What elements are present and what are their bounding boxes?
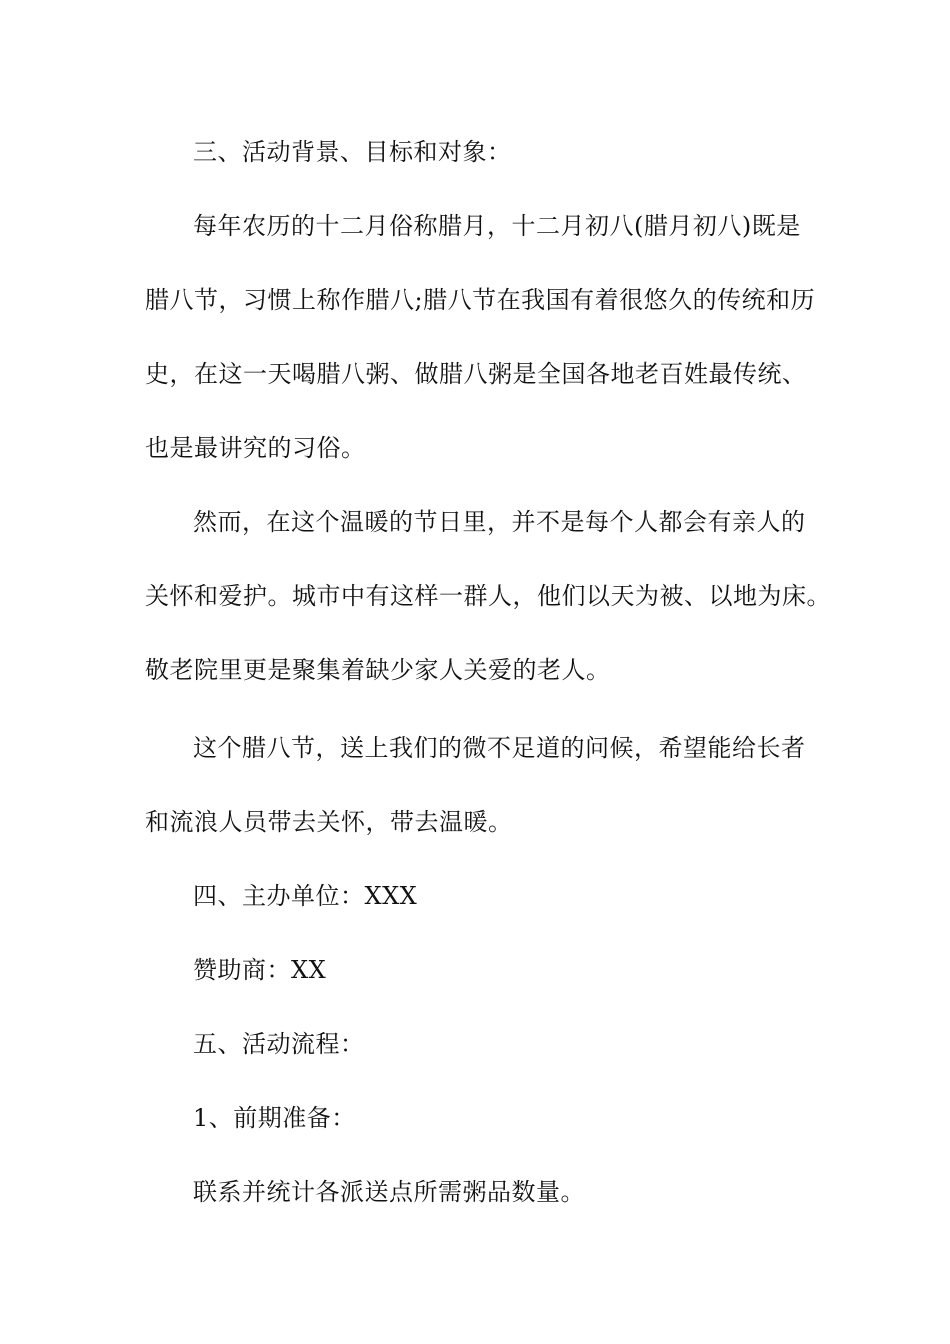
subsection-heading-preparation: 1、前期准备：: [193, 1104, 356, 1132]
section-heading-organizer: 四、主办单位：XXX: [193, 882, 418, 910]
paragraph-line: 然而，在这个温暖的节日里，并不是每个人都会有亲人的: [193, 508, 806, 536]
paragraph-line: 这个腊八节，送上我们的微不足道的问候，希望能给长者: [193, 734, 806, 762]
sponsor-line: 赞助商：XX: [193, 956, 327, 984]
paragraph-line: 敬老院里更是聚集着缺少家人关爱的老人。: [145, 656, 611, 684]
paragraph-line: 也是最讲究的习俗。: [145, 434, 366, 462]
paragraph-line: 联系并统计各派送点所需粥品数量。: [193, 1178, 585, 1206]
section-heading-process: 五、活动流程：: [193, 1030, 365, 1058]
paragraph-line: 史，在这一天喝腊八粥、做腊八粥是全国各地老百姓最传统、: [145, 360, 807, 388]
paragraph-line: 关怀和爱护。城市中有这样一群人，他们以天为被、以地为床。: [145, 582, 831, 610]
paragraph-line: 和流浪人员带去关怀，带去温暖。: [145, 808, 513, 836]
paragraph-line: 腊八节，习惯上称作腊八;腊八节在我国有着很悠久的传统和历: [145, 286, 816, 314]
paragraph-line: 每年农历的十二月俗称腊月，十二月初八(腊月初八)既是: [193, 212, 801, 240]
section-heading-background: 三、活动背景、目标和对象：: [193, 138, 512, 166]
